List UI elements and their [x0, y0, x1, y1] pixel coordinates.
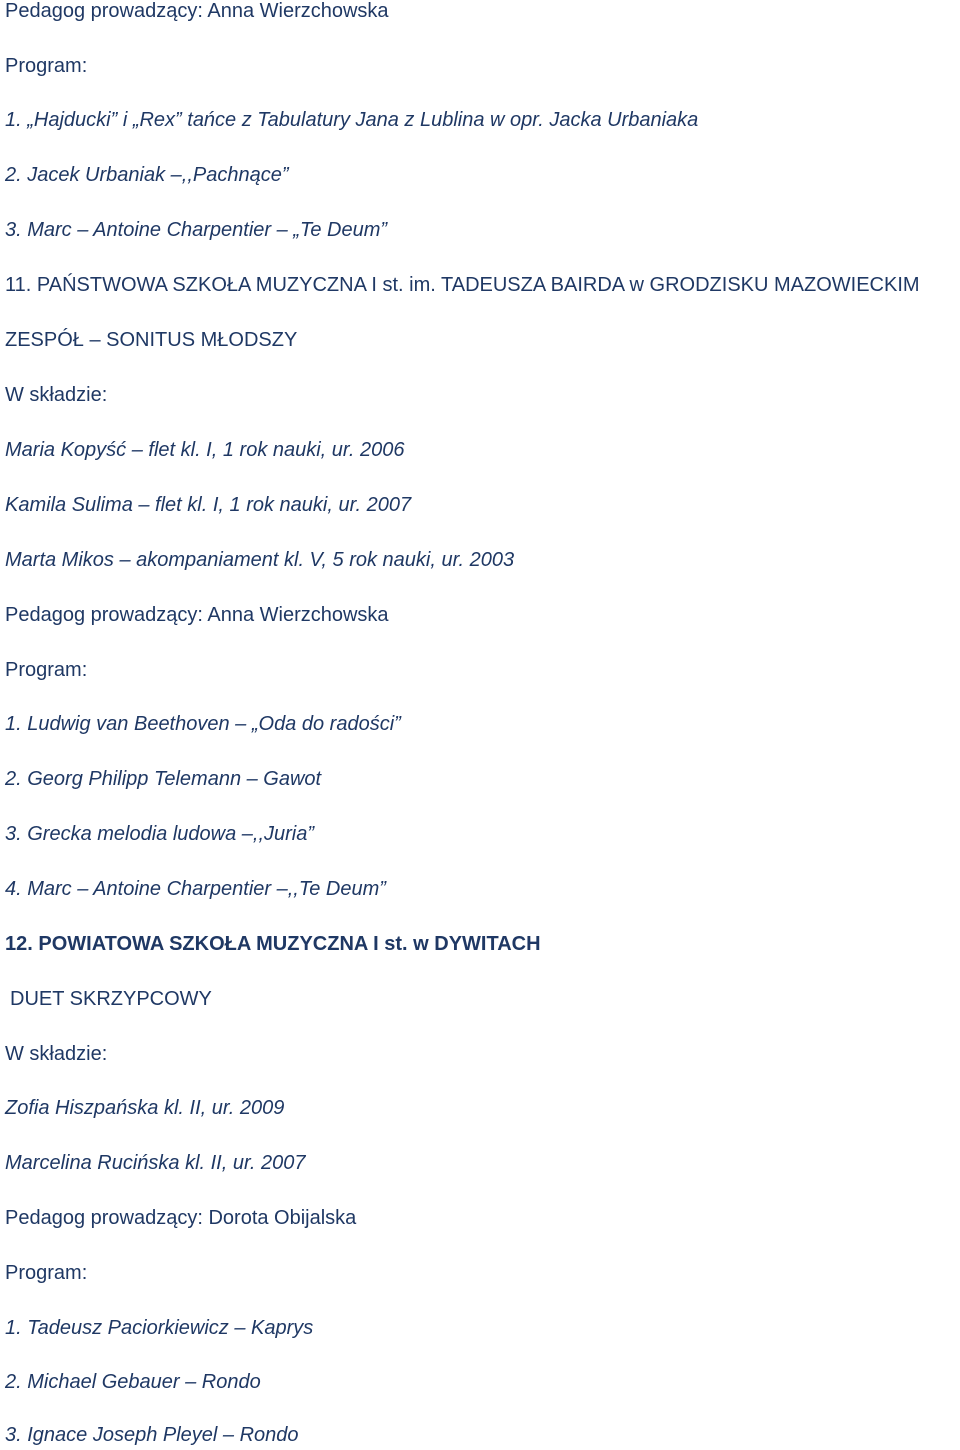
school-11-member-2: Kamila Sulima – flet kl. I, 1 rok nauki, ur. 2007	[5, 494, 412, 516]
prev-program-item-2: 2. Jacek Urbaniak –,,Pachnące”	[5, 164, 289, 186]
school-11-program-item-2: 2. Georg Philipp Telemann – Gawot	[5, 768, 322, 790]
prev-program-item-1: 1. „Hajducki” i „Rex” tańce z Tabulatury Jana z Lublina w opr. Jacka Urbaniaka	[5, 109, 699, 131]
school-11-teacher: Pedagog prowadzący: Anna Wierzchowska	[5, 604, 389, 626]
school-12-teacher: Pedagog prowadzący: Dorota Obijalska	[5, 1207, 357, 1229]
school-12-members-label: W składzie:	[5, 1043, 108, 1065]
school-12-program-item-2: 2. Michael Gebauer – Rondo	[5, 1371, 261, 1393]
school-11-program-label: Program:	[5, 659, 88, 681]
school-11-program-item-3: 3. Grecka melodia ludowa –,,Juria”	[5, 823, 315, 845]
school-12-program-item-3: 3. Ignace Joseph Pleyel – Rondo	[5, 1424, 299, 1446]
prev-program-label: Program:	[5, 55, 88, 77]
school-12-program-label: Program:	[5, 1262, 88, 1284]
school-12-member-2: Marcelina Rucińska kl. II, ur. 2007	[5, 1152, 306, 1174]
school-12-title: 12. POWIATOWA SZKOŁA MUZYCZNA I st. w DYWITACH	[5, 933, 541, 955]
prev-program-item-3: 3. Marc – Antoine Charpentier – „Te Deum”	[5, 219, 388, 241]
school-12-member-1: Zofia Hiszpańska kl. II, ur. 2009	[5, 1097, 285, 1119]
prev-teacher: Pedagog prowadzący: Anna Wierzchowska	[5, 0, 389, 22]
school-12-program-item-1: 1. Tadeusz Paciorkiewicz – Kaprys	[5, 1317, 314, 1339]
school-11-member-1: Maria Kopyść – flet kl. I, 1 rok nauki, ur. 2006	[5, 439, 405, 461]
school-11-members-label: W składzie:	[5, 384, 108, 406]
school-11-program-item-4: 4. Marc – Antoine Charpentier –,,Te Deum”	[5, 878, 386, 900]
school-11-title: 11. PAŃSTWOWA SZKOŁA MUZYCZNA I st. im. TADEUSZA BAIRDA w GRODZISKU MAZOWIECKIM	[5, 274, 920, 296]
school-11-ensemble: ZESPÓŁ – SONITUS MŁODSZY	[5, 329, 298, 351]
school-11-program-item-1: 1. Ludwig van Beethoven – „Oda do radości”	[5, 713, 401, 735]
school-11-member-3: Marta Mikos – akompaniament kl. V, 5 rok nauki, ur. 2003	[5, 549, 515, 571]
school-12-ensemble: DUET SKRZYPCOWY	[10, 988, 212, 1010]
